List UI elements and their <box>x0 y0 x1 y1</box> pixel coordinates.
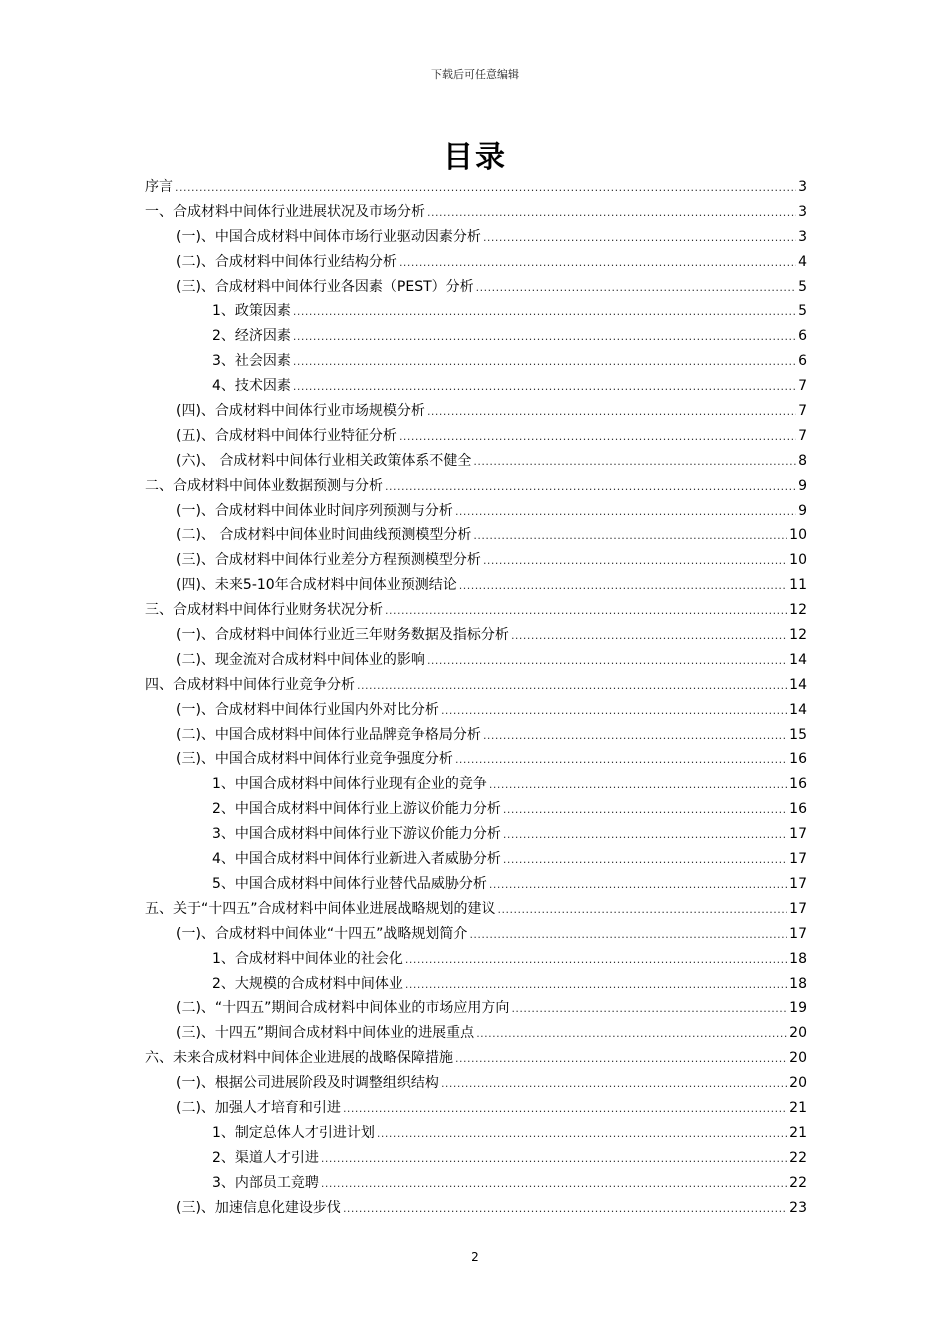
toc-entry[interactable] <box>145 649 807 674</box>
toc-leader-dots <box>441 1077 787 1090</box>
page-number: 2 <box>471 1250 479 1264</box>
toc-entry-label: 3、社会因素 <box>212 353 291 370</box>
toc-entry-page: 7 <box>798 427 807 444</box>
toc-entry-label: 1、合成材料中间体业的社会化 <box>212 950 403 967</box>
toc-entry-page: 9 <box>798 477 807 494</box>
toc-entry-label: 4、中国合成材料中间体行业新进入者威胁分析 <box>212 851 501 868</box>
toc-entry[interactable] <box>145 973 807 998</box>
toc-entry-label: (四)、合成材料中间体行业市场规模分析 <box>176 403 425 420</box>
toc-entry-label: (一)、根据公司进展阶段及时调整组织结构 <box>176 1075 439 1092</box>
toc-entry-page: 23 <box>789 1199 807 1216</box>
toc-entry[interactable] <box>145 325 807 350</box>
toc-entry[interactable] <box>145 724 807 749</box>
toc-leader-dots <box>399 430 796 443</box>
toc-leader-dots <box>511 1002 787 1015</box>
toc-entry-label: (二)、 合成材料中间体业时间曲线预测模型分析 <box>176 527 472 544</box>
toc-entry-page: 8 <box>798 452 807 469</box>
toc-entry-label: (一)、中国合成材料中间体市场行业驱动因素分析 <box>176 228 481 245</box>
toc-entry[interactable] <box>145 176 807 201</box>
toc-entry-label: (二)、“十四五”期间合成材料中间体业的市场应用方向 <box>176 1000 510 1017</box>
toc-entry-page: 6 <box>798 328 807 345</box>
toc-leader-dots <box>503 828 787 841</box>
toc-entry-page: 12 <box>789 627 807 644</box>
toc-entry-page: 10 <box>789 552 807 569</box>
toc-entry-label: (一)、合成材料中间体业时间序列预测与分析 <box>176 502 453 519</box>
toc-entry[interactable] <box>145 948 807 973</box>
toc-entry[interactable] <box>145 773 807 798</box>
toc-entry[interactable] <box>145 624 807 649</box>
toc-leader-dots <box>427 405 796 418</box>
toc-entry-label: 三、合成材料中间体行业财务状况分析 <box>145 602 383 619</box>
toc-entry[interactable] <box>145 798 807 823</box>
toc-entry-page: 12 <box>789 602 807 619</box>
toc-leader-dots <box>343 1202 787 1215</box>
toc-entry-page: 22 <box>789 1174 807 1191</box>
toc-entry[interactable] <box>145 599 807 624</box>
toc-entry[interactable] <box>145 699 807 724</box>
toc-leader-dots <box>476 1027 787 1040</box>
toc-leader-dots <box>483 729 787 742</box>
toc-entry[interactable] <box>145 997 807 1022</box>
toc-entry-page: 17 <box>789 925 807 942</box>
toc-leader-dots <box>473 529 787 542</box>
toc-leader-dots <box>427 206 796 219</box>
toc-leader-dots <box>469 928 787 941</box>
toc-entry[interactable] <box>145 748 807 773</box>
toc-leader-dots <box>357 679 787 692</box>
toc-entry-page: 20 <box>789 1075 807 1092</box>
toc-leader-dots <box>377 1127 787 1140</box>
toc-leader-dots <box>498 903 788 916</box>
toc-entry-page: 7 <box>798 403 807 420</box>
toc-leader-dots <box>473 455 796 468</box>
toc-entry-label: 二、合成材料中间体业数据预测与分析 <box>145 477 383 494</box>
toc-entry-page: 17 <box>789 826 807 843</box>
toc-entry-label: (三)、合成材料中间体行业各因素（PEST）分析 <box>176 278 474 295</box>
toc-entry-label: (二)、中国合成材料中间体行业品牌竞争格局分析 <box>176 726 481 743</box>
toc-entry-page: 21 <box>789 1099 807 1116</box>
toc-entry-label: 2、经济因素 <box>212 328 291 345</box>
toc-entry-label: (六)、 合成材料中间体行业相关政策体系不健全 <box>176 452 472 469</box>
toc-entry[interactable] <box>145 400 807 425</box>
toc-entry-page: 5 <box>798 278 807 295</box>
toc-entry-label: (五)、合成材料中间体行业特征分析 <box>176 427 397 444</box>
toc-leader-dots <box>455 753 787 766</box>
toc-leader-dots <box>405 978 787 991</box>
toc-entry-page: 20 <box>789 1025 807 1042</box>
toc-entry-page: 9 <box>798 502 807 519</box>
toc-entry-page: 17 <box>789 851 807 868</box>
toc-entry-page: 19 <box>789 1000 807 1017</box>
toc-entry-label: 序言 <box>145 179 173 195</box>
toc-leader-dots <box>503 803 787 816</box>
toc-entry-label: (二)、合成材料中间体行业结构分析 <box>176 253 397 270</box>
toc-entry[interactable] <box>145 524 807 549</box>
toc-entry-label: (三)、加速信息化建设步伐 <box>176 1199 341 1216</box>
toc-entry-page: 7 <box>798 378 807 395</box>
toc-entry-page: 16 <box>789 751 807 768</box>
toc-leader-dots <box>427 654 787 667</box>
toc-leader-dots <box>489 878 787 891</box>
toc-entry[interactable] <box>145 425 807 450</box>
toc-entry[interactable] <box>145 1172 807 1197</box>
toc-entry-page: 11 <box>789 577 807 594</box>
toc-entry-page: 6 <box>798 353 807 370</box>
toc-leader-dots <box>405 953 787 966</box>
toc-entry-label: 4、技术因素 <box>212 378 291 395</box>
toc-entry[interactable] <box>145 251 807 276</box>
toc-entry[interactable] <box>145 201 807 226</box>
toc-leader-dots <box>343 1102 787 1115</box>
toc-entry-label: (二)、加强人才培育和引进 <box>176 1099 341 1116</box>
toc-entry-page: 17 <box>789 900 807 917</box>
toc-entry-label: (三)、中国合成材料中间体行业竞争强度分析 <box>176 751 453 768</box>
toc-entry-label: 3、中国合成材料中间体行业下游议价能力分析 <box>212 826 501 843</box>
toc-entry-page: 21 <box>789 1124 807 1141</box>
toc-entry-page: 15 <box>789 726 807 743</box>
toc-entry-label: (一)、合成材料中间体业“十四五”战略规划简介 <box>176 925 468 942</box>
toc-entry-label: 2、大规模的合成材料中间体业 <box>212 975 403 992</box>
toc-leader-dots <box>321 1177 787 1190</box>
toc-leader-dots <box>511 629 787 642</box>
toc-entry-page: 4 <box>798 253 807 270</box>
toc-entry[interactable] <box>145 375 807 400</box>
toc-entry-label: 四、合成材料中间体行业竞争分析 <box>145 676 355 693</box>
toc-entry[interactable] <box>145 898 807 923</box>
toc-entry-page: 17 <box>789 875 807 892</box>
toc-entry-label: (三)、合成材料中间体行业差分方程预测模型分析 <box>176 552 481 569</box>
toc-entry-label: 五、关于“十四五”合成材料中间体业进展战略规划的建议 <box>145 900 496 917</box>
toc-leader-dots <box>459 579 787 592</box>
toc-entry[interactable] <box>145 226 807 251</box>
toc-entry[interactable] <box>145 350 807 375</box>
toc-entry[interactable] <box>145 276 807 301</box>
toc-entry-page: 5 <box>798 303 807 320</box>
toc-entry[interactable] <box>145 574 807 599</box>
toc-entry[interactable] <box>145 923 807 948</box>
page-title: 目录 <box>443 140 507 175</box>
toc-leader-dots <box>399 256 796 269</box>
toc-entry-label: (四)、未来5-10年合成材料中间体业预测结论 <box>176 577 457 594</box>
toc-leader-dots <box>483 554 787 567</box>
toc-entry-label: 1、制定总体人才引进计划 <box>212 1124 375 1141</box>
toc-entry[interactable] <box>145 1072 807 1097</box>
toc-entry-label: 六、未来合成材料中间体企业进展的战略保障措施 <box>145 1050 453 1067</box>
toc-leader-dots <box>293 330 796 343</box>
toc-entry[interactable] <box>145 848 807 873</box>
toc-entry-page: 20 <box>789 1050 807 1067</box>
toc-leader-dots <box>321 1152 787 1165</box>
toc-entry[interactable] <box>145 475 807 500</box>
toc-entry[interactable] <box>145 823 807 848</box>
toc-leader-dots <box>489 778 787 791</box>
toc-entry-page: 22 <box>789 1149 807 1166</box>
toc-entry[interactable] <box>145 1097 807 1122</box>
toc-entry-label: (一)、合成材料中间体行业国内外对比分析 <box>176 701 439 718</box>
toc-entry-label: (一)、合成材料中间体行业近三年财务数据及指标分析 <box>176 627 509 644</box>
toc-entry[interactable] <box>145 873 807 898</box>
toc-entry-page: 18 <box>789 975 807 992</box>
toc-leader-dots <box>476 281 796 294</box>
toc-entry-label: 2、渠道人才引进 <box>212 1149 319 1166</box>
toc-entry-page: 16 <box>789 801 807 818</box>
toc-entry-label: 1、政策因素 <box>212 303 291 320</box>
toc-entry-page: 10 <box>789 527 807 544</box>
toc-entry-label: 5、中国合成材料中间体行业替代品威胁分析 <box>212 875 487 892</box>
toc-leader-dots <box>455 505 796 518</box>
toc-entry-page: 3 <box>798 203 807 220</box>
toc-entry-label: 2、中国合成材料中间体行业上游议价能力分析 <box>212 801 501 818</box>
toc-entry-page: 14 <box>789 676 807 693</box>
toc-entry-page: 14 <box>789 651 807 668</box>
toc-leader-dots <box>175 181 796 194</box>
toc-leader-dots <box>293 355 796 368</box>
toc-leader-dots <box>455 1052 787 1065</box>
table-of-contents <box>145 176 807 1221</box>
toc-leader-dots <box>385 604 787 617</box>
toc-entry[interactable] <box>145 1122 807 1147</box>
toc-entry-page: 3 <box>798 179 807 195</box>
toc-leader-dots <box>441 704 787 717</box>
toc-entry[interactable] <box>145 1197 807 1222</box>
toc-leader-dots <box>293 380 796 393</box>
toc-entry-page: 16 <box>789 776 807 793</box>
toc-entry-label: (三)、十四五”期间合成材料中间体业的进展重点 <box>176 1025 475 1042</box>
toc-entry[interactable] <box>145 1147 807 1172</box>
toc-leader-dots <box>483 231 796 244</box>
toc-leader-dots <box>385 480 796 493</box>
toc-entry-label: 3、内部员工竞聘 <box>212 1174 319 1191</box>
toc-entry[interactable] <box>145 1022 807 1047</box>
header-note: 下载后可任意编辑 <box>431 68 519 81</box>
toc-entry[interactable] <box>145 674 807 699</box>
toc-entry[interactable] <box>145 300 807 325</box>
toc-entry-label: (二)、现金流对合成材料中间体业的影响 <box>176 651 425 668</box>
toc-entry[interactable] <box>145 1047 807 1072</box>
toc-entry-page: 3 <box>798 228 807 245</box>
toc-entry-label: 1、中国合成材料中间体行业现有企业的竞争 <box>212 776 487 793</box>
toc-leader-dots <box>503 853 787 866</box>
toc-entry-page: 18 <box>789 950 807 967</box>
toc-entry[interactable] <box>145 500 807 525</box>
toc-entry-page: 14 <box>789 701 807 718</box>
toc-leader-dots <box>293 305 796 318</box>
toc-entry[interactable] <box>145 450 807 475</box>
toc-entry[interactable] <box>145 549 807 574</box>
toc-entry-label: 一、合成材料中间体行业进展状况及市场分析 <box>145 203 425 220</box>
